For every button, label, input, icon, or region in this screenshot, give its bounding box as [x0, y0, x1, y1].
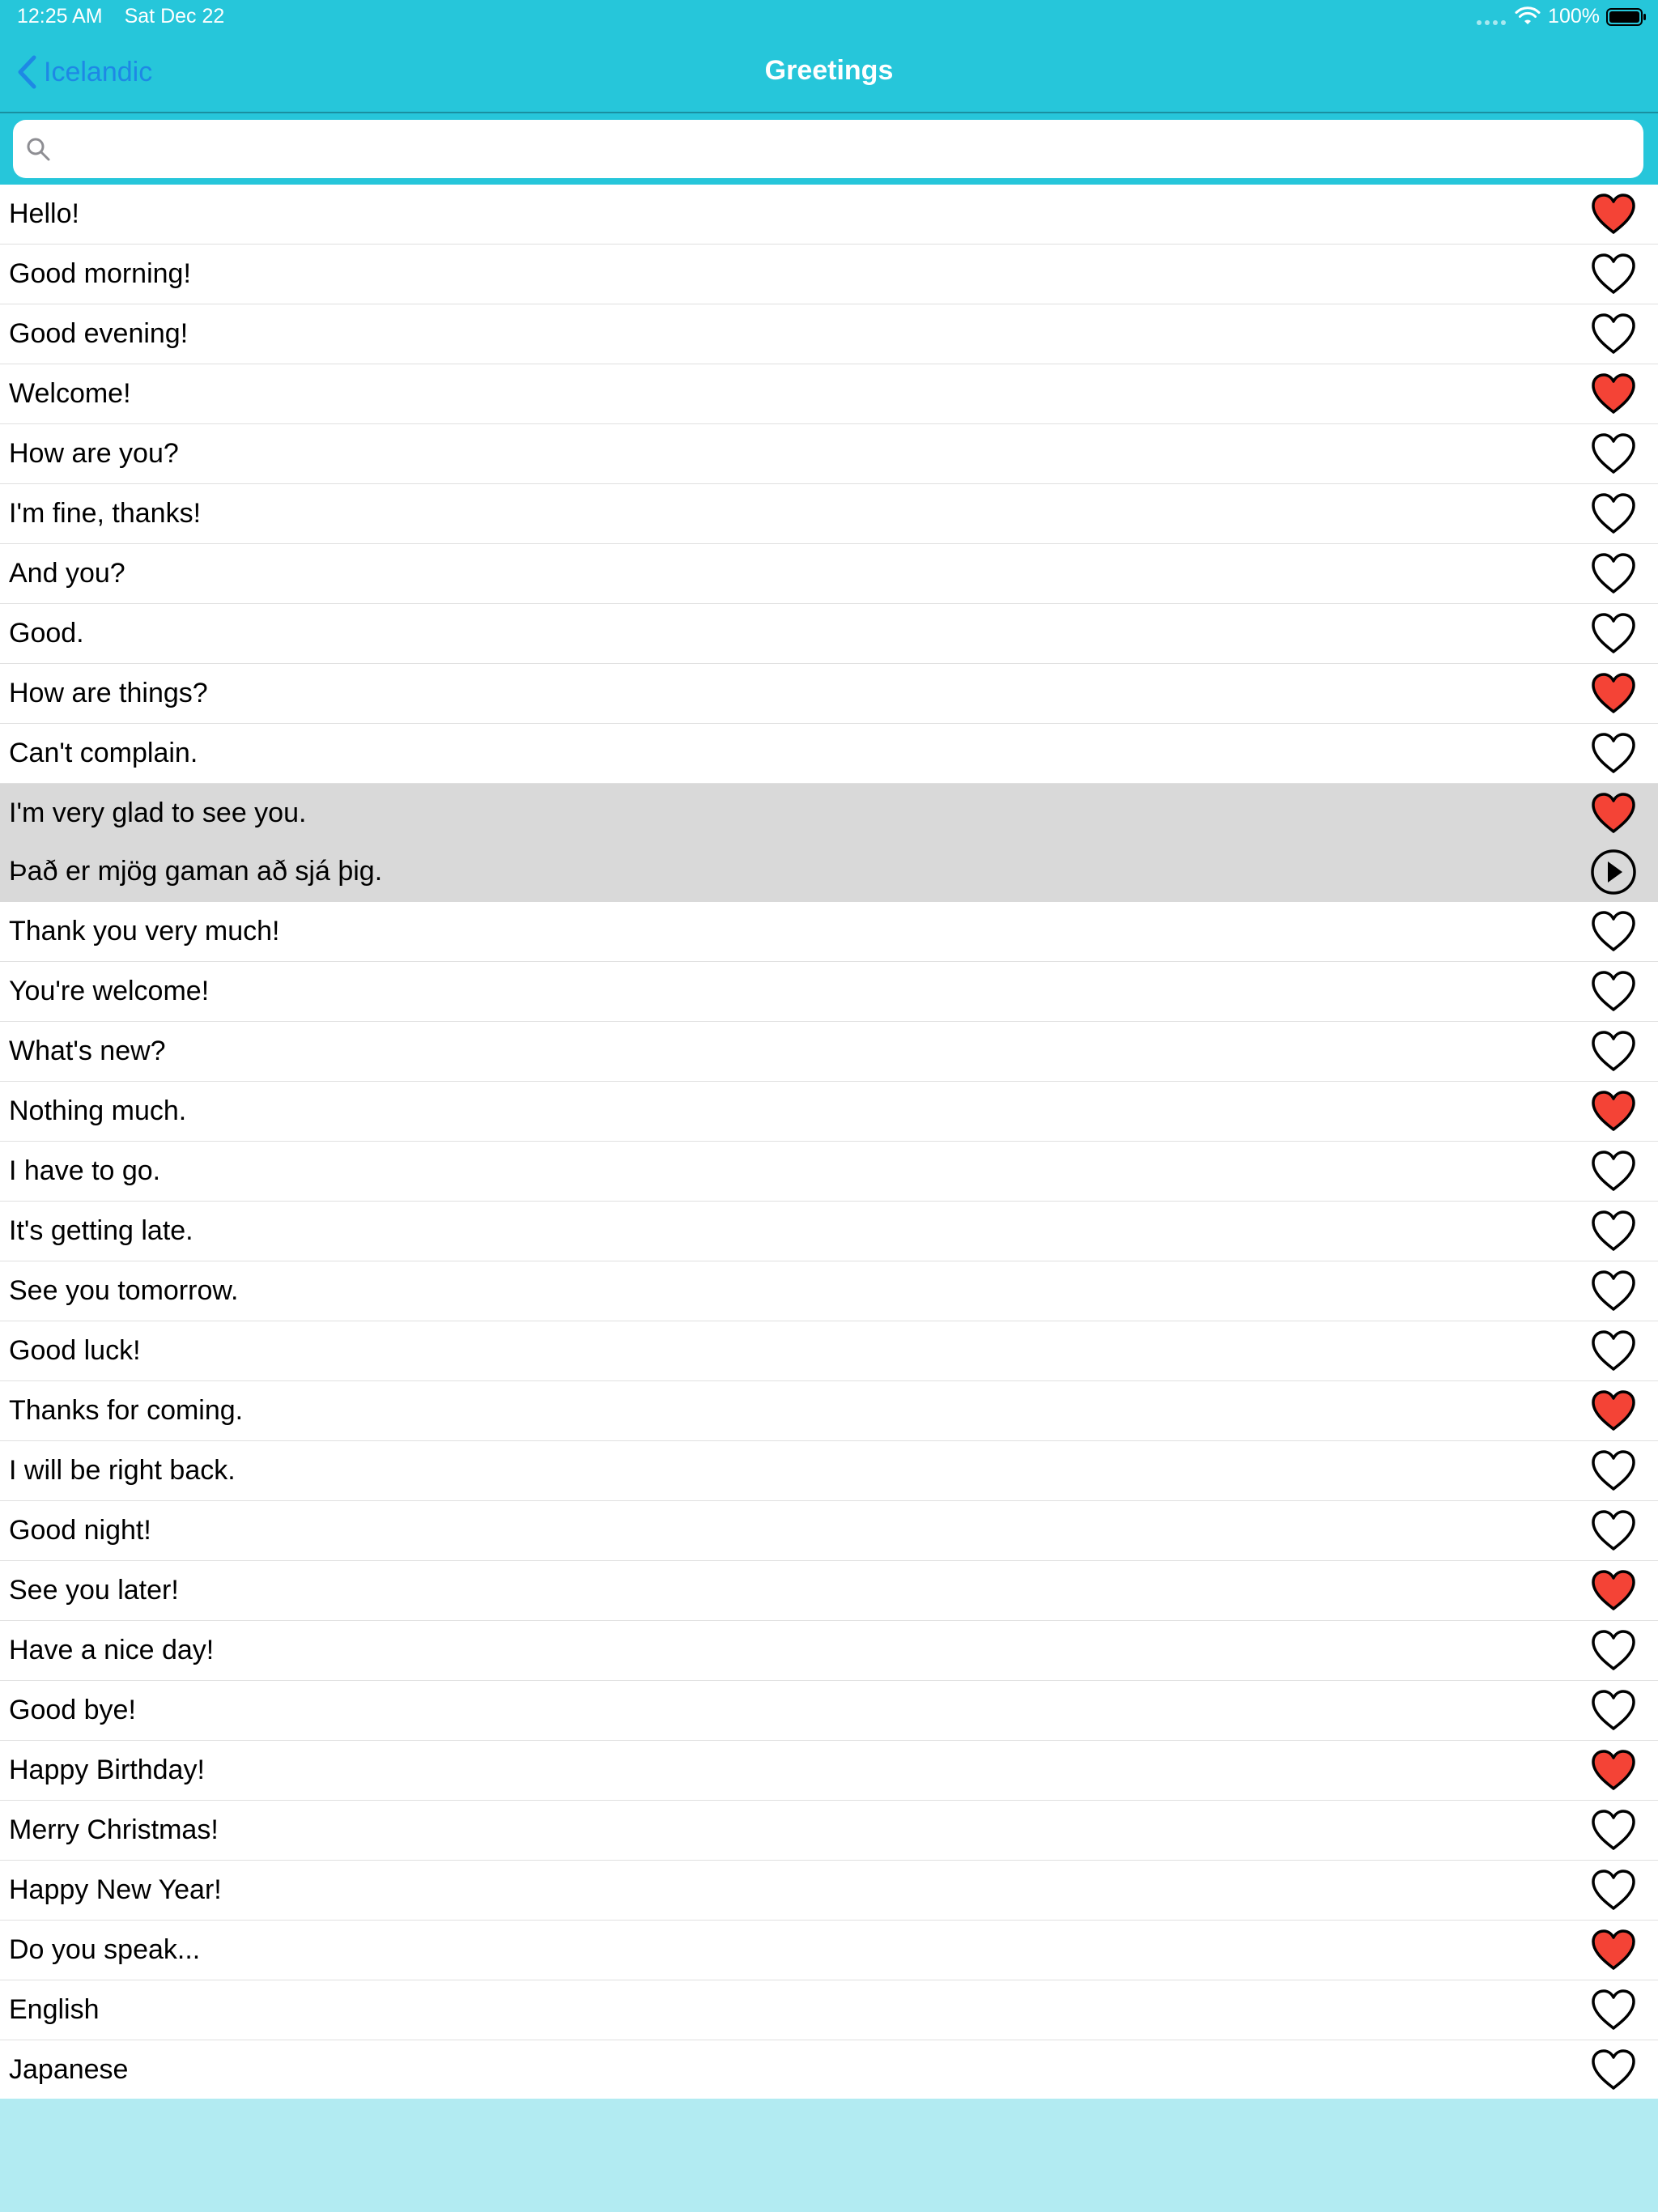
search-bar: [0, 113, 1658, 185]
heart-outline-icon[interactable]: [1590, 1688, 1637, 1732]
heart-filled-icon[interactable]: [1590, 1928, 1637, 1972]
phrase-label: Good.: [9, 618, 84, 649]
heart-outline-icon[interactable]: [1590, 432, 1637, 475]
heart-outline-icon[interactable]: [1590, 611, 1637, 655]
list-item[interactable]: [0, 902, 1658, 962]
list-item[interactable]: [0, 1202, 1658, 1261]
phrase-label: Thank you very much!: [9, 916, 280, 946]
status-bar: [0, 0, 1658, 32]
phrase-label: I'm fine, thanks!: [9, 498, 202, 529]
phrase-label: How are you?: [9, 438, 179, 469]
heart-filled-icon[interactable]: [1590, 192, 1637, 236]
phrase-label: Japanese: [9, 2054, 129, 2085]
heart-outline-icon[interactable]: [1590, 1269, 1637, 1312]
phrase-label: Happy Birthday!: [9, 1755, 205, 1785]
heart-outline-icon[interactable]: [1590, 1988, 1637, 2031]
list-item[interactable]: [0, 664, 1658, 724]
heart-outline-icon[interactable]: [1590, 1329, 1637, 1372]
list-item[interactable]: [0, 1561, 1658, 1621]
status-left: [17, 5, 224, 28]
list-item[interactable]: [0, 1861, 1658, 1921]
bottom-bar: [0, 2099, 1658, 2212]
phrase-label: Welcome!: [9, 378, 131, 409]
phrase-label: Happy New Year!: [9, 1874, 222, 1905]
heart-filled-icon[interactable]: [1590, 791, 1637, 835]
list-item-expanded[interactable]: [0, 784, 1658, 902]
list-item[interactable]: [0, 364, 1658, 424]
phrase-label: I have to go.: [9, 1155, 161, 1186]
heart-filled-icon[interactable]: [1590, 372, 1637, 415]
phrase-label: And you?: [9, 558, 125, 589]
phrase-label: Good evening!: [9, 318, 189, 349]
phrase-label: See you tomorrow.: [9, 1275, 239, 1306]
list-item[interactable]: [0, 1082, 1658, 1142]
heart-outline-icon[interactable]: [1590, 2048, 1637, 2091]
phrase-label: Can't complain.: [9, 738, 198, 768]
phrase-label: Good luck!: [9, 1335, 141, 1366]
back-button-label: Icelandic: [44, 56, 153, 87]
phrase-label: It's getting late.: [9, 1215, 193, 1246]
heart-outline-icon[interactable]: [1590, 1508, 1637, 1552]
list-item[interactable]: [0, 962, 1658, 1022]
search-field[interactable]: [13, 120, 1643, 178]
phrase-label: Merry Christmas!: [9, 1814, 219, 1845]
phrase-label: Have a nice day!: [9, 1635, 215, 1665]
phrase-label: Do you speak...: [9, 1934, 201, 1965]
heart-filled-icon[interactable]: [1590, 1389, 1637, 1432]
heart-filled-icon[interactable]: [1590, 1748, 1637, 1792]
list-item[interactable]: [0, 1441, 1658, 1501]
battery-icon: [1606, 7, 1647, 27]
phrase-label: I will be right back.: [9, 1455, 236, 1486]
phrase-label: English: [9, 1994, 100, 2025]
heart-filled-icon[interactable]: [1590, 1568, 1637, 1612]
list-item[interactable]: [0, 1921, 1658, 1980]
phrase-label: I'm very glad to see you.: [9, 798, 307, 828]
heart-filled-icon[interactable]: [1590, 671, 1637, 715]
status-right: [1477, 5, 1647, 28]
phrase-translation: Það er mjög gaman að sjá þig.: [9, 856, 383, 887]
heart-outline-icon[interactable]: [1590, 1149, 1637, 1193]
list-item[interactable]: [0, 1142, 1658, 1202]
phrase-label: Good bye!: [9, 1695, 136, 1725]
list-item[interactable]: [0, 2040, 1658, 2100]
phrase-label: You're welcome!: [9, 976, 210, 1006]
phrase-label: Nothing much.: [9, 1095, 187, 1126]
search-icon: [24, 135, 52, 163]
list-item[interactable]: [0, 1381, 1658, 1441]
heart-outline-icon[interactable]: [1590, 1029, 1637, 1073]
list-item[interactable]: [0, 185, 1658, 245]
heart-outline-icon[interactable]: [1590, 551, 1637, 595]
list-item[interactable]: [0, 1741, 1658, 1801]
list-item[interactable]: [0, 724, 1658, 784]
phrase-label: Good night!: [9, 1515, 151, 1546]
list-item[interactable]: [0, 1801, 1658, 1861]
status-time: 12:25 AM: [17, 5, 103, 28]
phrase-label: Thanks for coming.: [9, 1395, 244, 1426]
heart-outline-icon[interactable]: [1590, 1868, 1637, 1912]
navigation-bar: [0, 32, 1658, 113]
heart-filled-icon[interactable]: [1590, 1089, 1637, 1133]
phrase-list[interactable]: [0, 185, 1658, 2099]
status-date: Sat Dec 22: [124, 5, 225, 28]
heart-outline-icon[interactable]: [1590, 909, 1637, 953]
heart-outline-icon[interactable]: [1590, 731, 1637, 775]
heart-outline-icon[interactable]: [1590, 1808, 1637, 1852]
list-item[interactable]: [0, 1980, 1658, 2040]
phrase-label: See you later!: [9, 1575, 179, 1606]
phrase-label: How are things?: [9, 678, 208, 708]
list-item[interactable]: [0, 604, 1658, 664]
search-input[interactable]: [60, 124, 1643, 174]
play-audio-icon[interactable]: [1590, 849, 1637, 895]
list-item[interactable]: [0, 1261, 1658, 1321]
cellular-signal-icon: [1477, 9, 1506, 25]
list-item[interactable]: [0, 1501, 1658, 1561]
phrase-label: Good morning!: [9, 258, 191, 289]
wifi-icon: [1516, 8, 1540, 26]
battery-percentage: 100%: [1548, 5, 1600, 28]
page-title: Greetings: [764, 55, 894, 86]
list-item[interactable]: [0, 484, 1658, 544]
heart-outline-icon[interactable]: [1590, 252, 1637, 296]
list-item[interactable]: [0, 1321, 1658, 1381]
phrase-label: What's new?: [9, 1036, 166, 1066]
heart-outline-icon[interactable]: [1590, 312, 1637, 355]
heart-outline-icon[interactable]: [1590, 1628, 1637, 1672]
list-item[interactable]: [0, 304, 1658, 364]
heart-outline-icon[interactable]: [1590, 1448, 1637, 1492]
list-item[interactable]: [0, 245, 1658, 304]
list-item[interactable]: [0, 1022, 1658, 1082]
heart-outline-icon[interactable]: [1590, 491, 1637, 535]
heart-outline-icon[interactable]: [1590, 1209, 1637, 1253]
list-item[interactable]: [0, 1621, 1658, 1681]
list-item[interactable]: [0, 1681, 1658, 1741]
list-item[interactable]: [0, 544, 1658, 604]
list-item[interactable]: [0, 424, 1658, 484]
heart-outline-icon[interactable]: [1590, 969, 1637, 1013]
phrase-label: Hello!: [9, 198, 79, 229]
